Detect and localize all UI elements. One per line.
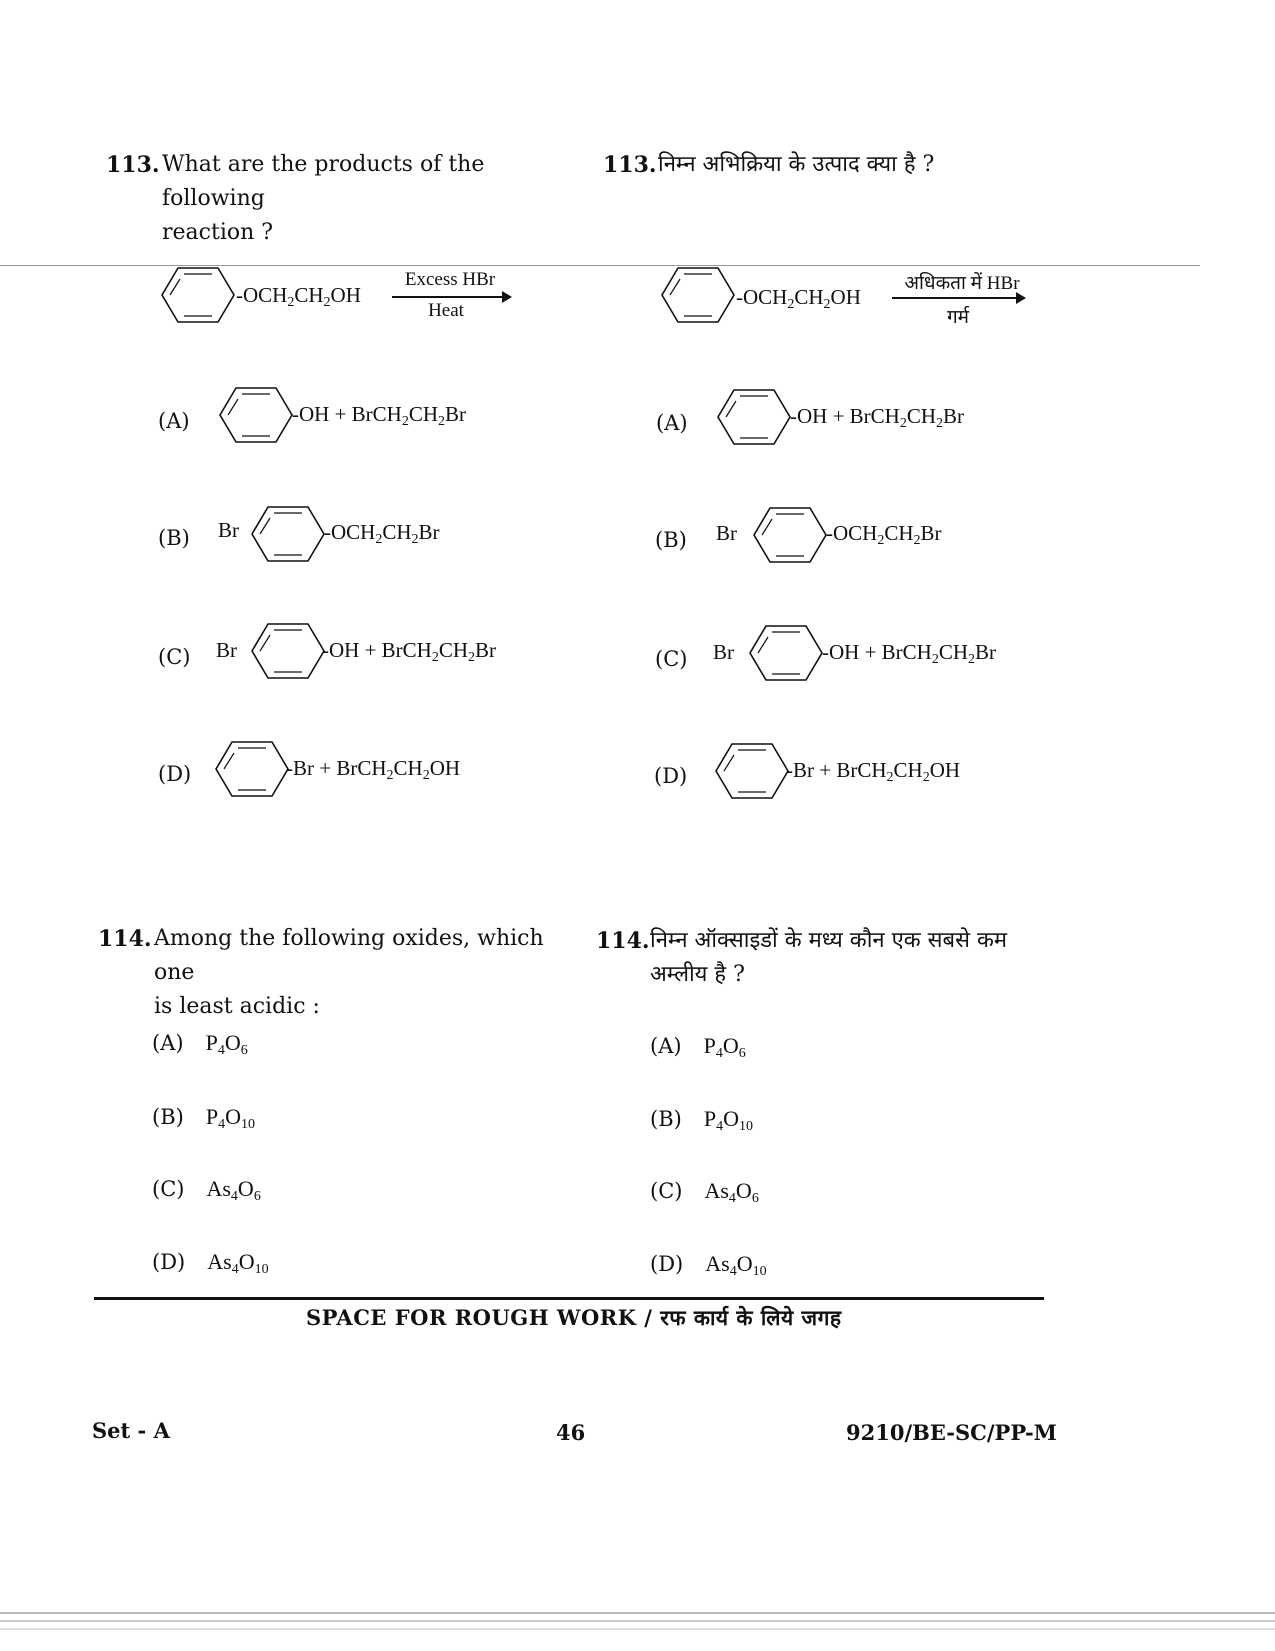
q113-option-a-label-hi[interactable]: (A) bbox=[656, 411, 688, 435]
q113-option-d-label-en[interactable]: (D) bbox=[158, 762, 192, 786]
condition-hi: गर्म bbox=[946, 307, 970, 328]
q114-text-en-line2: is least acidic : bbox=[154, 994, 320, 1019]
q114-option-a-en[interactable]: (A) $P_4O_6$ bbox=[152, 1030, 248, 1058]
scan-band-1 bbox=[0, 1612, 1275, 1614]
q113-text-en-line2: reaction ? bbox=[162, 220, 274, 245]
q113-number-en: 113. bbox=[106, 152, 160, 178]
q113-text-en-line1: What are the products of the following bbox=[162, 152, 485, 211]
benzene-ring-reactant-en bbox=[160, 266, 236, 324]
footer-page-number: 46 bbox=[556, 1420, 586, 1445]
benzene-ring-d-hi bbox=[714, 742, 790, 800]
footer-code: 9210/BE-SC/PP-M bbox=[846, 1420, 1057, 1445]
reaction-arrow-hi bbox=[892, 297, 1018, 299]
q114-text-hi bbox=[650, 924, 1070, 992]
q113-option-a-text-hi: $-OH + BrCH_2CH_2Br$ bbox=[790, 404, 965, 431]
q114-number-en: 114. bbox=[98, 926, 152, 952]
reactant-chain-hi: $-OCH_2CH_2OH$ bbox=[736, 285, 861, 312]
q113-option-d-label-hi[interactable]: (D) bbox=[654, 764, 688, 788]
q113-option-c-br-en: Br bbox=[216, 638, 237, 662]
benzene-ring-reactant-hi bbox=[660, 266, 736, 324]
rough-work-label: SPACE FOR ROUGH WORK / रफ कार्य के लिये जगह bbox=[306, 1305, 842, 1330]
reaction-arrow-en bbox=[392, 296, 508, 298]
condition-en: Heat bbox=[428, 300, 464, 321]
q113-option-c-br-hi: Br bbox=[713, 640, 734, 664]
q114-text-hi-line2: अम्लीय है ? bbox=[650, 962, 745, 987]
footer-set: Set - A bbox=[92, 1418, 170, 1443]
benzene-ring-c-en bbox=[250, 622, 326, 680]
reagent-en: Excess HBr bbox=[404, 269, 496, 290]
q113-option-a-text-en: $-OH + BrCH_2CH_2Br$ bbox=[292, 402, 467, 429]
benzene-ring-d-en bbox=[214, 740, 290, 798]
benzene-ring-b-en bbox=[250, 505, 326, 563]
q113-text-hi: निम्न अभिक्रिया के उत्पाद क्या है ? bbox=[658, 152, 935, 177]
arrow-head-hi bbox=[1016, 292, 1026, 304]
q113-option-b-label-hi[interactable]: (B) bbox=[655, 528, 687, 552]
q113-option-a-label-en[interactable]: (A) bbox=[158, 409, 190, 433]
q114-option-a-hi[interactable]: (A) $P_4O_6$ bbox=[650, 1033, 746, 1061]
reactant-chain-en: $-OCH_2CH_2OH$ bbox=[236, 283, 361, 310]
q113-option-c-label-en[interactable]: (C) bbox=[158, 645, 191, 669]
q113-option-c-text-hi: $-OH + BrCH_2CH_2Br$ bbox=[822, 640, 997, 667]
q114-option-d-en[interactable]: (D) $As_4O_{10}$ bbox=[152, 1249, 269, 1277]
q113-option-d-text-en: $-Br + BrCH_2CH_2OH$ bbox=[286, 756, 461, 783]
q113-option-b-label-en[interactable]: (B) bbox=[158, 526, 190, 550]
rough-work-rule bbox=[94, 1297, 1044, 1300]
q113-option-b-br-en: Br bbox=[218, 518, 239, 542]
q114-text-en-line1: Among the following oxides, which one bbox=[154, 926, 544, 985]
q114-option-b-hi[interactable]: (B) $P_4O_{10}$ bbox=[650, 1106, 753, 1134]
q113-number-hi: 113. bbox=[603, 152, 657, 178]
q113-option-d-text-hi: $-Br + BrCH_2CH_2OH$ bbox=[786, 758, 961, 785]
q114-option-d-hi[interactable]: (D) $As_4O_{10}$ bbox=[650, 1251, 767, 1279]
q114-option-c-hi[interactable]: (C) $As_4O_6$ bbox=[650, 1178, 759, 1206]
q113-text-en bbox=[162, 148, 582, 250]
q113-option-c-label-hi[interactable]: (C) bbox=[655, 647, 688, 671]
q114-text-hi-line1: निम्न ऑक्साइडों के मध्य कौन एक सबसे कम bbox=[650, 928, 1007, 953]
benzene-ring-a-en bbox=[218, 386, 294, 444]
benzene-ring-a-hi bbox=[716, 388, 792, 446]
q113-option-b-br-hi: Br bbox=[716, 521, 737, 545]
q114-number-hi: 114. bbox=[596, 928, 650, 954]
arrow-head-en bbox=[502, 291, 512, 303]
q113-option-b-text-en: $-OCH_2CH_2Br$ bbox=[324, 520, 440, 547]
q114-option-b-en[interactable]: (B) $P_4O_{10}$ bbox=[152, 1104, 255, 1132]
scan-band-3 bbox=[0, 1628, 1275, 1630]
reagent-hi: अधिकता में HBr bbox=[904, 273, 1020, 294]
q113-option-c-text-en: $-OH + BrCH_2CH_2Br$ bbox=[322, 638, 497, 665]
benzene-ring-b-hi bbox=[752, 506, 828, 564]
q113-option-b-text-hi: $-OCH_2CH_2Br$ bbox=[826, 521, 942, 548]
scan-band-2 bbox=[0, 1620, 1275, 1622]
q114-option-c-en[interactable]: (C) $As_4O_6$ bbox=[152, 1176, 261, 1204]
benzene-ring-c-hi bbox=[748, 624, 824, 682]
q114-text-en bbox=[154, 922, 574, 1024]
